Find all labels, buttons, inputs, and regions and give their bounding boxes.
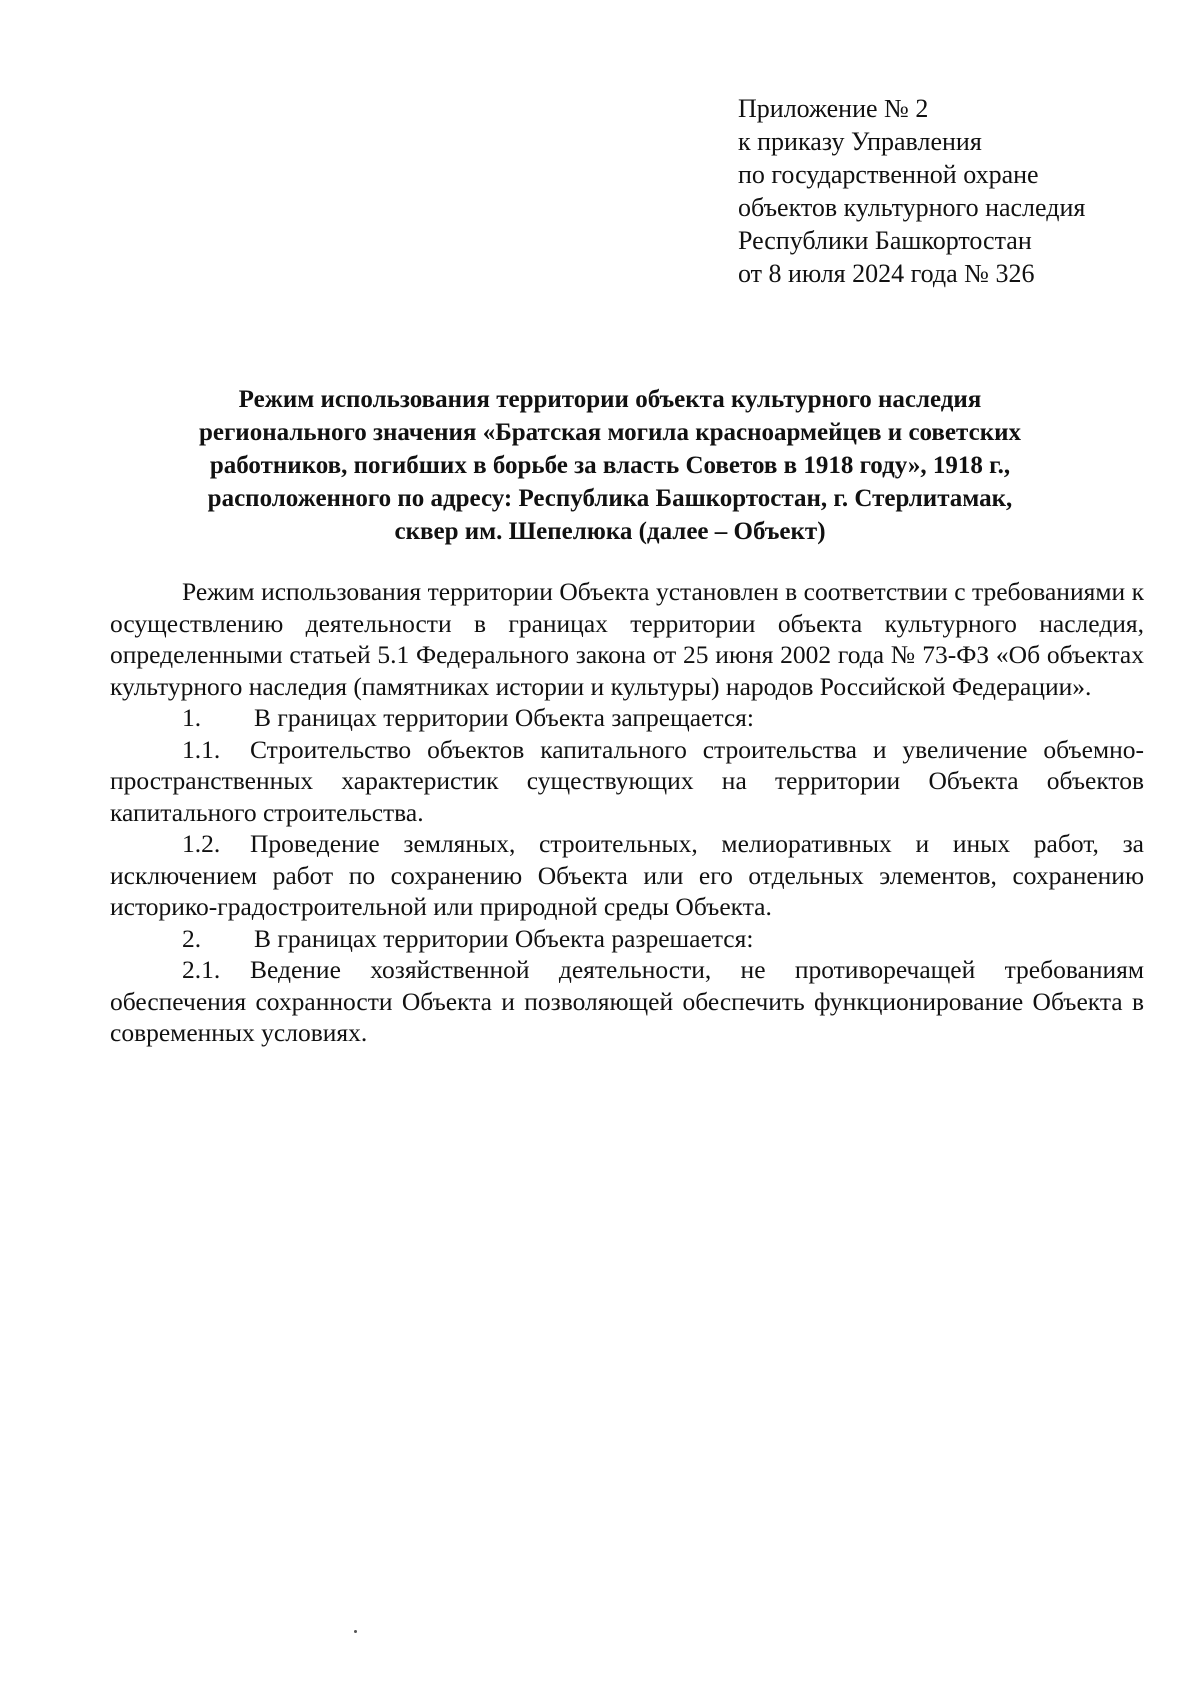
item-number: 2.1.: [182, 955, 221, 984]
item-number: 1.2.: [182, 829, 221, 858]
item-number: 1.: [182, 703, 202, 732]
appendix-header: [738, 92, 1158, 290]
appendix-line: от 8 июля 2024 года № 326: [738, 259, 1035, 288]
item-number: 1.1.: [182, 734, 221, 764]
item-2-1: [110, 954, 1144, 1049]
item-text: Строительство объектов капитального строительства и увеличение объемно-пространственных характеристик существующих на территории Объекта объектов капитального строительства.: [110, 734, 1144, 827]
appendix-line: к приказу Управления: [738, 127, 982, 156]
item-2: [110, 923, 1144, 955]
appendix-line: объектов культурного наследия: [738, 193, 1086, 222]
intro-paragraph: Режим использования территории Объекта установлен в соответствии с требованиями к осуществлению деятельности в границах территории объекта культурного наследия, определенными статьей 5.1 Федерального закона от 25 июня 2002 года № 73-ФЗ «Об объектах культурного наследия (памятниках истории и культуры) народов Российской Федерации».: [110, 577, 1144, 701]
appendix-line: Республики Башкортостан: [738, 226, 1032, 255]
appendix-line: по государственной охране: [738, 160, 1039, 189]
title-line: Режим использования территории объекта культурного наследия: [238, 386, 982, 413]
title-line: работников, погибших в борьбе за власть Советов в 1918 году», 1918 г.,: [209, 452, 1011, 479]
item-1-1: [110, 734, 1144, 829]
item-number: 2.: [182, 923, 202, 953]
item-text: В границах территории Объекта разрешается:: [254, 923, 754, 953]
item-text: Проведение земляных, строительных, мелиоративных и иных работ, за исключением работ по сохранению Объекта или его отдельных элементов, сохранению историко-градостроительной или природной среды Объекта.: [110, 829, 1144, 921]
document-title: [110, 383, 1110, 548]
title-line: расположенного по адресу: Республика Башкортостан, г. Стерлитамак,: [207, 485, 1013, 512]
item-text: В границах территории Объекта запрещается:: [254, 703, 754, 732]
title-line: регионального значения «Братская могила красноармейцев и советских: [198, 419, 1022, 446]
title-line: сквер им. Шепелюка (далее – Объект): [394, 518, 826, 545]
item-text: Ведение хозяйственной деятельности, не противоречащей требованиям обеспечения сохранности Объекта и позволяющей обеспечить функционирование Объекта в современных условиях.: [110, 955, 1144, 1047]
document-body: [110, 576, 1144, 1049]
scan-speck: [354, 1630, 357, 1633]
appendix-line: Приложение № 2: [738, 94, 929, 123]
item-1: [110, 702, 1144, 734]
item-1-2: [110, 828, 1144, 923]
